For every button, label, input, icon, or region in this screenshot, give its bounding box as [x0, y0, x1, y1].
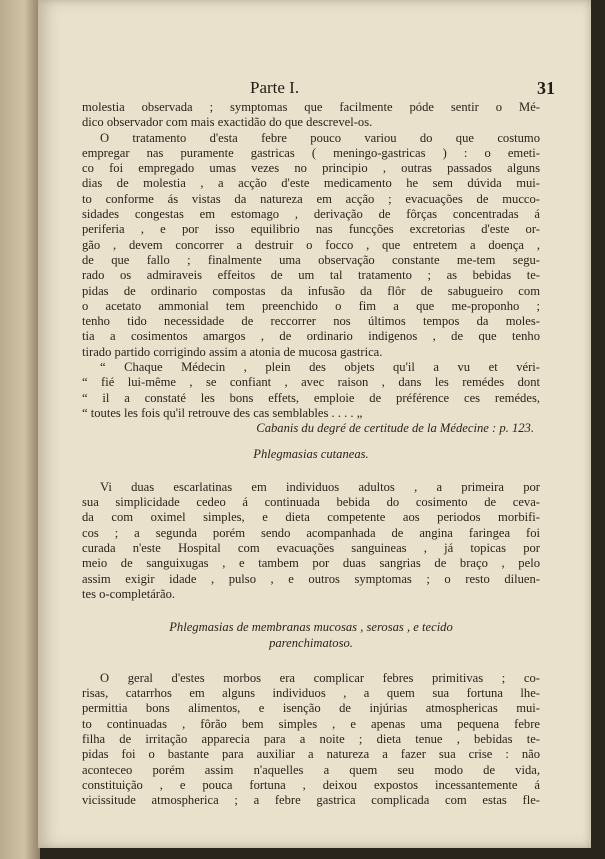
text-line: curada n'este Hospital com evacuações sanguineas , já topicas por [82, 541, 540, 556]
page-body [82, 100, 540, 808]
section-heading: Phlegmasias de membranas mucosas , serosas , e tecido [169, 620, 453, 635]
text-line: periferia , e por isso equilibrio nas funcções excretorias d'este or- [82, 222, 540, 237]
text-line: molestia observada ; symptomas que facilmente póde sentir o Mé- [82, 100, 540, 114]
text-line: aconteceo porém assim n'aquelles a quem seu modo de vida, [82, 762, 540, 777]
text-line: da com oximel simples, e dieta competente aos periodos morbifi- [82, 510, 540, 525]
text-line: dias de molestia , a acção d'este medicamento he sem dúvida mui- [82, 176, 540, 191]
text-line: O tratamento d'esta febre pouco variou do que costumo [100, 130, 540, 145]
text-line: o acetato ammonial tem preenchido o fim a que me-proponho ; [82, 298, 540, 313]
page-header [38, 78, 591, 100]
running-title: Parte I. [250, 78, 300, 97]
text-line: tia a cosimentos amargos , de ordinario indigenos , de que tenho [82, 329, 540, 344]
text-line: pidas de ordinario compostas da infusão da flôr de sabugueiro com [82, 283, 540, 298]
text-line: constituição , e pouca fortuna , deixou expostos incessantemente á [82, 777, 540, 792]
text-line: vicissitude atmospherica ; a febre gastrica complicada com estas fle- [82, 793, 540, 808]
text-line: rado os admiraveis effeitos de um tal tratamento ; as bebidas te- [82, 268, 540, 283]
section-heading-continued: parenchimatoso. [269, 635, 353, 650]
text-line: tirado partido corrigindo assim a atonia de mucosa gastrica. [82, 344, 383, 359]
quote-line: “ fié lui-même , se confiant , avec raison , dans les remédes dont [82, 375, 540, 390]
quote-line: “ toutes les fois qu'il retrouve des cas semblables . . . . „ [82, 405, 363, 420]
text-line: tenho tido necessidade de reccorrer nos últimos tempos da moles- [82, 314, 540, 329]
text-line: gão , devem concorrer a destruir o focco , que entretem a doença , [82, 237, 540, 252]
quote-line: “ Chaque Médecin , plein des objets qu'il a vu et véri- [100, 360, 540, 375]
text-line: de que fallo ; finalmente uma observação constante me-tem segu- [82, 252, 540, 267]
citation: Cabanis du degré de certitude de la Médecine : p. 123. [256, 421, 534, 436]
text-line: permittia bons alimentos, e isenção de injúrias atmosphericas mui- [82, 701, 540, 716]
text-line: O geral d'estes morbos era complicar febres primitivas ; co- [100, 670, 540, 685]
text-line: meio de sanguixugas , e tambem por duas sangrias de braço , pelo [82, 556, 540, 571]
text-line: sidades congestas em estomago , derivação de fôrças concentradas á [82, 207, 540, 222]
book-page [38, 0, 591, 848]
text-line: risas, catarrhos em alguns individuos , a quem sua fortuna lhe- [82, 686, 540, 701]
text-line: tes o-completárão. [82, 586, 176, 601]
book-gutter [0, 0, 40, 859]
text-line: Vi duas escarlatinas em individuos adultos , a primeira por [100, 479, 540, 494]
text-line: to conforme ás vistas da natureza em acção ; evacuações de mucco- [82, 191, 540, 206]
page-number: 31 [537, 78, 555, 98]
text-line: cos ; a segunda porém sendo acompanhada de angina faringea foi [82, 525, 540, 540]
text-line: empregar nas puramente gastricas ( meningo-gastricas ) : o emeti- [82, 145, 540, 160]
section-heading: Phlegmasias cutaneas. [253, 446, 369, 461]
text-line: sua simplicidade cedeo á continuada bebida do cosimento de ceva- [82, 495, 540, 510]
text-line: dico observador com mais exactidão do que descrevel-os. [82, 115, 373, 130]
text-line: filha de irritação apparecia para a noite ; dieta tenue , bebidas te- [82, 731, 540, 746]
text-line: pidas foi o bastante para auxiliar a natureza a fazer sua crise : não [82, 747, 540, 762]
text-line: co foi empregado umas vezes no principio , outras passados alguns [82, 161, 540, 176]
text-line: to continuadas , fôrão bem simples , e apenas uma pequena febre [82, 716, 540, 731]
quote-line: “ il a constaté les bons effets, emploie de préférence ces remédes, [82, 390, 540, 405]
text-line: assim exigir idade , pulso , e outros symptomas ; o resto diluen- [82, 571, 540, 586]
